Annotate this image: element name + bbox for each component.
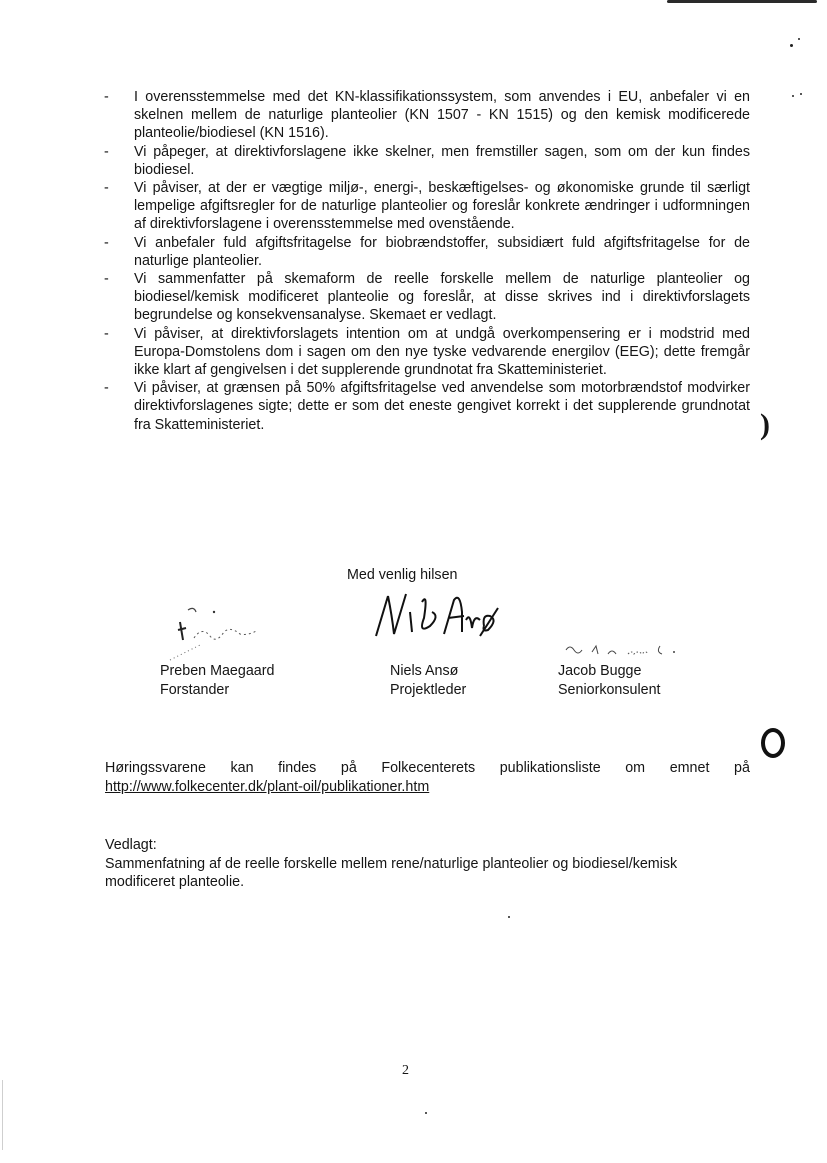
list-item: - Vi påviser, at grænsen på 50% afgiftsfritagelse ved anvendelse som motorbrændstof modvirker direktivforslagenes sigte; dette er som det eneste gengivet korrekt i det supplerende grundnotat fra Skatteministeriet. xyxy=(104,379,750,434)
signature-jacob-bugge xyxy=(562,640,692,664)
signatory-name: Niels Ansø xyxy=(390,663,459,679)
scan-artifact-line xyxy=(667,0,817,3)
signature-niels-anso xyxy=(366,582,506,642)
signatory-title: Seniorkonsulent xyxy=(558,682,661,698)
attachment-text: Sammenfatning af de reelle forskelle mellem rene/naturlige planteolier og biodiesel/kemisk modificeret planteolie. xyxy=(105,855,678,891)
signatory-name: Jacob Bugge xyxy=(558,663,642,679)
list-item: - I overensstemmelse med det KN-klassifikationssystem, som anvendes i EU, anbefaler vi en skelnen mellem de naturlige planteolier (KN 1507 - KN 1515) og den kemisk modificerede planteolie/biodiesel (KN 1516). xyxy=(104,88,750,143)
scan-speck xyxy=(425,1112,427,1114)
scan-speck xyxy=(508,916,510,918)
signatory-title: Projektleder xyxy=(390,682,467,698)
page-number: 2 xyxy=(402,1063,409,1078)
signature-preben-maegaard xyxy=(150,600,290,670)
signatory-preben-maegaard xyxy=(160,662,274,700)
recommendation-list xyxy=(104,88,750,434)
scan-speck xyxy=(798,38,800,40)
list-item: - Vi påviser, at direktivforslagets intention om at undgå overkompensering er i modstrid med Europa-Domstolens dom i sagen om den nye tyske vedvarende energilov (EEG); dette fremgår ikke klart af gengivelsen i det supplerende grundnotat fra Skatteministeriet. xyxy=(104,325,750,380)
list-item: - Vi anbefaler fuld afgiftsfritagelse for biobrændstoffer, subsidiært fuld afgiftsfritagelse for de naturlige planteolier. xyxy=(104,234,750,270)
attachment-heading: Vedlagt: xyxy=(105,837,157,853)
closing-greeting: Med venlig hilsen xyxy=(347,567,458,583)
signatory-title: Forstander xyxy=(160,682,230,698)
scan-speck xyxy=(800,93,802,95)
hearing-responses-paragraph xyxy=(105,759,750,796)
attachment-section xyxy=(105,836,750,892)
list-item: - Vi påpeger, at direktivforslagene ikke skelner, men fremstiller sagen, som om der kun findes biodiesel. xyxy=(104,143,750,179)
scan-edge-mark xyxy=(2,1080,3,1150)
scan-speck xyxy=(790,44,793,47)
list-item: - Vi sammenfatter på skemaform de reelle forskelle mellem de naturlige planteolier og biodiesel/kemisk modificeret planteolie og foreslår, at disse skrives ind i direktivforslagets begrundelse og konsekvensanalyse. Skemaet er vedlagt. xyxy=(104,270,750,325)
scan-speck xyxy=(792,95,794,97)
scan-bracket-mark: ) xyxy=(760,408,770,441)
publications-link[interactable]: http://www.folkecenter.dk/plant-oil/publikationer.htm xyxy=(105,778,430,795)
scan-ring-mark xyxy=(761,728,785,758)
hearing-text-line: Høringssvarene kan findes på Folkecenterets publikationsliste om emnet på xyxy=(105,760,750,776)
signatory-name: Preben Maegaard xyxy=(160,663,275,679)
signatory-jacob-bugge xyxy=(558,662,661,700)
signatory-niels-anso xyxy=(390,662,466,700)
list-item: - Vi påviser, at der er vægtige miljø-, energi-, beskæftigelses- og økonomiske grunde til særligt lempelige afgiftsregler for de naturlige planteolier og foreslår konkrete ændringer i udformningen af direktivforslagene i overensstemmelse med ovenstående. xyxy=(104,179,750,234)
